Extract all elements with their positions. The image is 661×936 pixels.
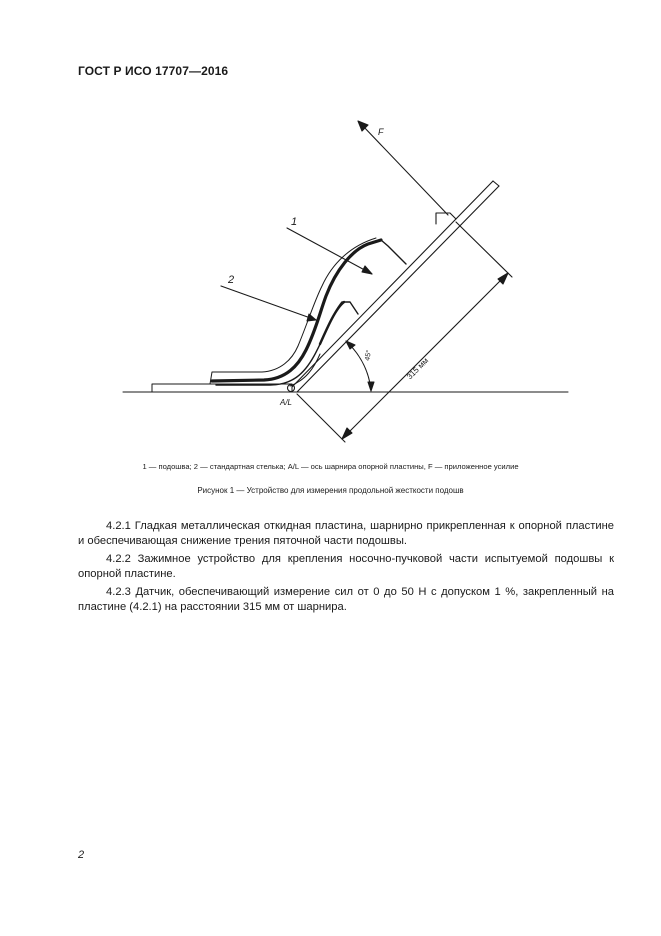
- hinged-plate: [292, 181, 499, 392]
- figure-caption: Рисунок 1 — Устройство для измерения продольной жесткости подошв: [197, 486, 464, 495]
- angle-label: 45°: [364, 349, 374, 362]
- figure-legend: 1 — подошва; 2 — стандартная стелька; A/L — ось шарнира опорной пластины, F — приложенное усилие: [142, 462, 519, 471]
- paragraph-4-2-1: 4.2.1 Гладкая металлическая откидная пластина, шарнирно прикрепленная к опорной пластине и обеспечивающая снижение трения пяточной части подошвы.: [78, 520, 614, 547]
- callout-2-label: 2: [228, 274, 235, 286]
- paragraph-4-2-2: 4.2.2 Зажимное устройство для крепления носочно-пучковой части испытуемой подошвы к опорной пластине.: [78, 553, 614, 580]
- hinge-label: A/L: [280, 398, 293, 407]
- leader-2: [221, 286, 316, 320]
- paragraph-4-2-3: 4.2.3 Датчик, обеспечивающий измерение сил от 0 до 50 Н с допуском 1 %, закрепленный на пластине (4.2.1) на расстоянии 315 мм от шарнира.: [78, 586, 614, 613]
- leader-1: [287, 228, 372, 274]
- force-label: F: [378, 127, 384, 137]
- force-line: [362, 125, 448, 215]
- callout-1-label: 1: [291, 216, 298, 228]
- dimension-315: [297, 222, 512, 442]
- page-number: 2: [78, 849, 85, 861]
- distance-label: 315 мм: [405, 356, 431, 382]
- body-text: [78, 519, 614, 618]
- document-header: ГОСТ Р ИСО 17707—2016: [78, 64, 229, 78]
